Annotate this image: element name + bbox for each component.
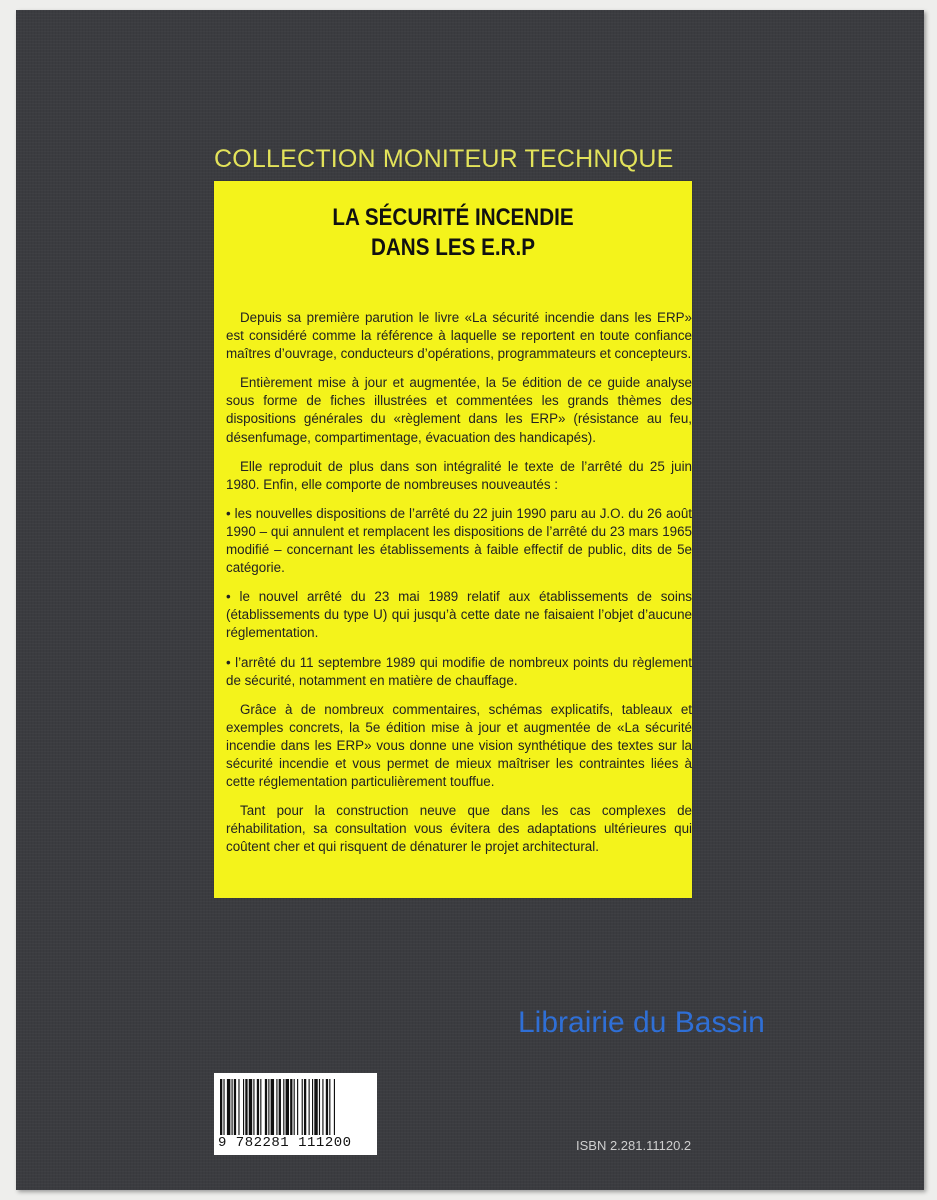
barcode-bar — [249, 1079, 252, 1135]
paragraph: Grâce à de nombreux commentaires, schémas explicatifs, tableaux et exemples concrets, la 5e édition mise à jour et augmentée de «La sécurité incendie dans les ERP» vous donne une vision synthétique des textes sur la sécurité incendie et vous permet de mieux maîtriser les contraintes liées à cette réglementation particulièrement touffue. — [226, 701, 692, 790]
barcode-bar — [268, 1079, 269, 1135]
paragraph: Tant pour la construction neuve que dans les cas complexes de réhabilitation, sa consultation vous évitera des adaptations ultérieures qui coûtent cher et qui risquent de dénaturer le projet architectural. — [226, 803, 692, 855]
barcode-bar — [286, 1079, 289, 1135]
barcode-bar — [297, 1079, 298, 1135]
barcode-bar — [232, 1079, 233, 1135]
barcode-bar — [304, 1079, 306, 1135]
book-title-line-1: LA SÉCURITÉ INCENDIE — [332, 204, 574, 231]
barcode-bar — [319, 1079, 320, 1135]
barcode-bar — [302, 1079, 303, 1135]
barcode — [214, 1073, 377, 1155]
barcode-bar — [260, 1079, 261, 1135]
isbn: ISBN 2.281.11120.2 — [576, 1138, 692, 1153]
paragraph: Elle reproduit de plus dans son intégralité le texte de l’arrêté du 25 juin 1980. Enfin, elle comporte de nombreuses nouveautés : — [226, 458, 692, 492]
description-panel — [214, 181, 692, 898]
barcode-bar — [334, 1079, 335, 1135]
barcode-bar — [312, 1079, 313, 1135]
watermark-text: Librairie du Bassin — [518, 1006, 765, 1039]
barcode-bar — [227, 1079, 230, 1135]
barcode-bars — [220, 1079, 372, 1135]
barcode-bar — [238, 1079, 239, 1135]
barcode-bar — [257, 1079, 259, 1135]
collection-name: COLLECTION MONITEUR TECHNIQUE — [214, 145, 674, 173]
barcode-bar — [271, 1079, 274, 1135]
barcode-bar — [243, 1079, 244, 1135]
barcode-number: 9 782281 111200 — [218, 1135, 352, 1151]
paragraph: Depuis sa première parution le livre «La sécurité incendie dans les ERP» est considéré comme la référence à laquelle se reportent en toute confiance maîtres d’ouvrage, conducteurs d’opérations, programmateurs et concepteurs. — [226, 310, 692, 362]
barcode-bar — [326, 1079, 328, 1135]
paragraph: Entièrement mise à jour et augmentée, la 5e édition de ce guide analyse sous forme de fiches illustrées et commentées les grands thèmes des dispositions générales du «règlement dans les ERP» (résistance au feu, désenfumage, compartimentage, évacuation des handicapés). — [226, 375, 692, 445]
barcode-bar — [294, 1079, 295, 1135]
description-text — [226, 309, 692, 867]
barcode-bar — [245, 1079, 247, 1135]
barcode-bar — [290, 1079, 292, 1135]
barcode-bar — [314, 1079, 317, 1135]
book-title-line-2: DANS LES E.R.P — [370, 234, 535, 261]
barcode-bar — [283, 1079, 284, 1135]
barcode-bar — [234, 1079, 236, 1135]
barcode-bar — [253, 1079, 254, 1135]
book-title — [247, 203, 658, 263]
bullet-item: • les nouvelles dispositions de l’arrêté du 22 juin 1990 paru au J.O. du 26 août 1990 – qui annulent et remplacent les dispositions de l’arrêté du 23 mars 1965 modifié – concernant les établissements à faible effectif de public, dits de 5e catégorie. — [226, 505, 692, 577]
bullet-item: • le nouvel arrêté du 23 mai 1989 relatif aux établissements de soins (établissements du type U) qui jusqu’à cette date ne faisaient l’objet d’aucune réglementation. — [226, 588, 692, 642]
barcode-bar — [223, 1079, 224, 1135]
barcode-bar — [220, 1079, 222, 1135]
barcode-bar — [279, 1079, 281, 1135]
book-back-cover — [16, 10, 924, 1190]
barcode-bar — [322, 1079, 323, 1135]
barcode-bar — [329, 1079, 330, 1135]
barcode-bar — [309, 1079, 310, 1135]
bullet-item: • l’arrêté du 11 septembre 1989 qui modifie de nombreux points du règlement de sécurité, notamment en matière de chauffage. — [226, 654, 692, 690]
barcode-bar — [265, 1079, 267, 1135]
barcode-bar — [276, 1079, 277, 1135]
